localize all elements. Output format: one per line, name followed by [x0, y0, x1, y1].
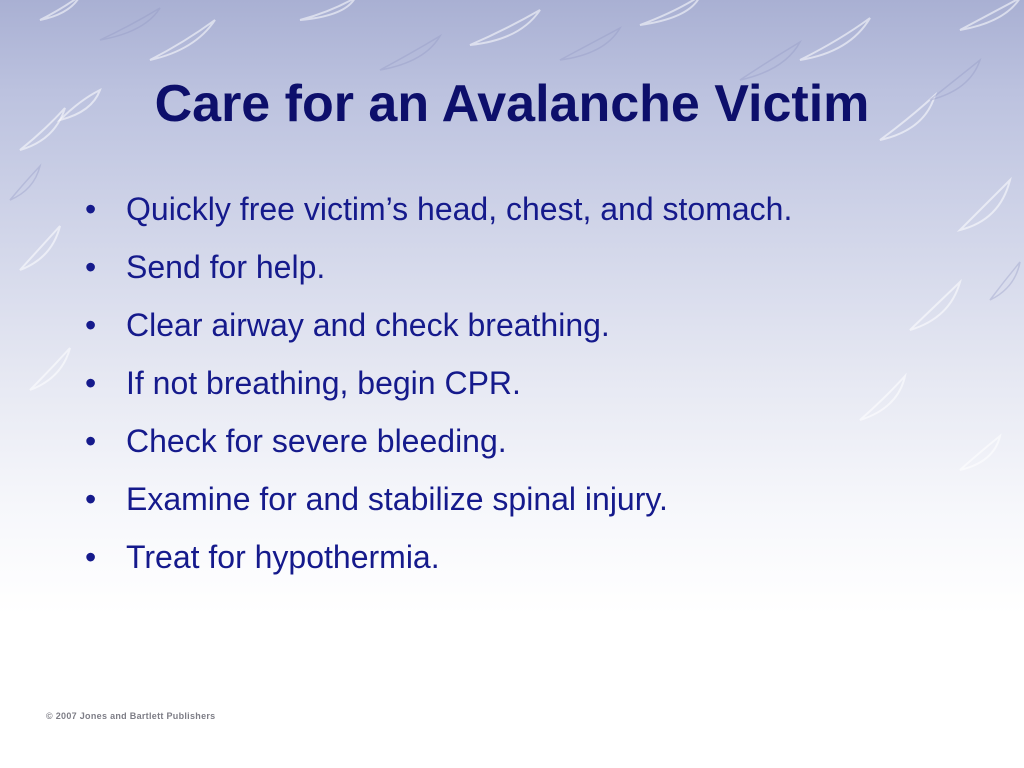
bullet-text: Examine for and stabilize spinal injury. [126, 481, 668, 517]
bullet-marker: • [85, 191, 97, 227]
bullet-item [85, 189, 805, 229]
bullet-text: If not breathing, begin CPR. [126, 365, 521, 401]
slide-title: Care for an Avalanche Victim [154, 75, 870, 133]
copyright-footer: © 2007 Jones and Bartlett Publishers [46, 711, 216, 721]
bullet-text: Send for help. [126, 249, 326, 285]
bullet-item [85, 247, 805, 287]
bullet-item [85, 363, 805, 403]
bullet-text: Check for severe bleeding. [126, 423, 507, 459]
bullet-text: Clear airway and check breathing. [126, 307, 610, 343]
bullet-item [85, 479, 805, 519]
bullet-list [85, 189, 805, 595]
bullet-marker: • [85, 539, 97, 575]
bullet-item [85, 537, 805, 577]
bullet-marker: • [85, 423, 97, 459]
bullet-marker: • [85, 249, 97, 285]
bullet-marker: • [85, 365, 97, 401]
bullet-text: Quickly free victim’s head, chest, and stomach. [126, 191, 793, 227]
bullet-item [85, 305, 805, 345]
bullet-marker: • [85, 481, 97, 517]
bullet-item [85, 421, 805, 461]
bullet-marker: • [85, 307, 97, 343]
bullet-text: Treat for hypothermia. [126, 539, 440, 575]
